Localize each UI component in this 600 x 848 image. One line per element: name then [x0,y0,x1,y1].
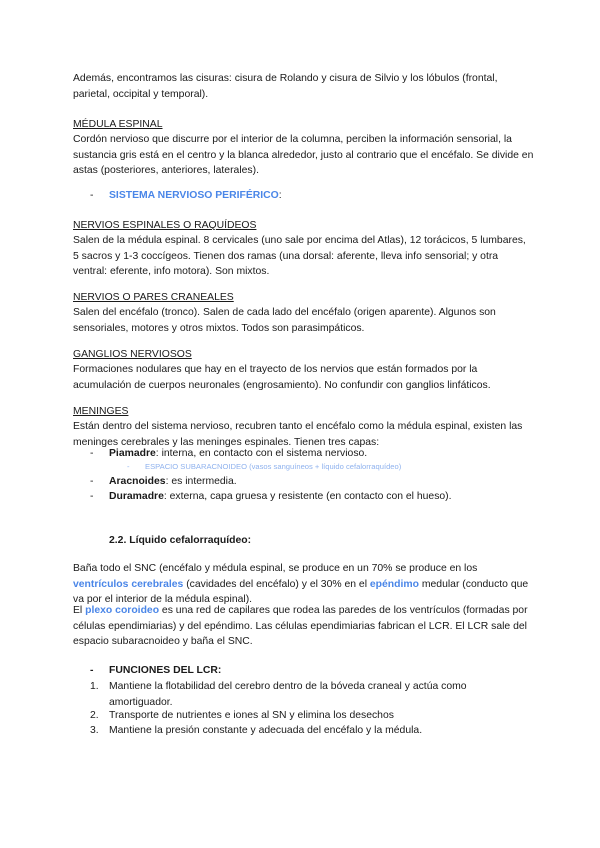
nervios-espinales-heading: NERVIOS ESPINALES O RAQUÍDEOS [73,220,257,231]
lcr-paragraph-2 [73,603,535,650]
lcr-p1-a: Baña todo el SNC (encéfalo y médula espinal, se produce en un 70% se produce en los [73,563,478,574]
duramadre-desc: : externa, capa gruesa y resistente (en contacto con el hueso). [163,491,452,502]
meninges-heading: MENINGES [73,406,129,417]
pares-craneales-heading: NERVIOS O PARES CRANEALES [73,292,234,303]
meninges-item-aracnoides [109,474,569,490]
funcion-number: 1. [90,681,99,692]
funcion-number: 3. [90,725,99,736]
lcr-p2-b: es una red de capilares que rodea las paredes de los ventrículos (formadas por células ependimiarias) y del epéndimo. Las células ependimiarias fabrican el LCR. El LCR sale del espacio subaracnoideo y baña el SNC. [73,605,528,647]
meninges-item-piamadre [109,446,569,462]
lcr-paragraph-1 [73,561,535,608]
funcion-item: Mantiene la presión constante y adecuada del encéfalo y la médula. [109,725,423,736]
meninges-bullet: - [90,491,94,502]
funcion-item: Transporte de nutrientes e iones al SN y elimina los desechos [109,710,394,721]
medula-paragraph: Cordón nervioso que discurre por el interior de la columna, perciben la información sensorial, la sustancia gris está en el centro y la blanca alrededor, justo al contrario que el encéfalo. Se divide en astas (posteriores, anteriores, laterales). [73,134,534,176]
snp-colon: : [278,190,282,201]
plexo-term: plexo coroideo [85,605,160,616]
ependimo-term: epéndimo [369,578,419,590]
lcr-p1-b: (cavidades del encéfalo) y el 30% en el [183,578,370,590]
aracnoides-term: Aracnoides [109,476,166,487]
aracnoides-desc: : es intermedia. [165,476,237,487]
snp-bullet: - [90,190,94,201]
intro-paragraph: Además, encontramos las cisuras: cisura de Rolando y cisura de Silvio y los lóbulos (frontal, parietal, occipital y temporal). [73,73,498,100]
piamadre-term: Piamadre [109,448,156,459]
ganglios-heading: GANGLIOS NERVIOSOS [73,349,192,360]
meninges-item-duramadre [109,489,569,505]
ventriculos-term: ventrículos cerebrales [73,578,184,590]
snp-title: SISTEMA NERVIOSO PERIFÉRICO [109,190,279,201]
meninges-bullet: - [90,448,94,459]
meninges-subitem: ESPACIO SUBARACNOIDEO (vasos sanguíneos + líquido cefalorraquídeo) [145,462,402,471]
meninges-bullet: - [90,476,94,487]
lcr-p1-c: medular (conducto que va por el interior de la médula espinal). [73,578,529,605]
pares-craneales-paragraph: Salen del encéfalo (tronco). Salen de cada lado del encéfalo (origen aparente). Algunos son sensoriales, motores y otros mixtos. Todos son parasimpáticos. [73,307,496,334]
duramadre-term: Duramadre [109,491,164,502]
meninges-subitem-bullet: - [127,462,130,471]
funciones-title: FUNCIONES DEL LCR: [109,665,222,676]
funcion-item: Mantiene la flotabilidad del cerebro dentro de la bóveda craneal y actúa como amortiguador. [109,681,467,708]
lcr-p2-a: El [73,605,86,616]
nervios-espinales-paragraph: Salen de la médula espinal. 8 cervicales (uno sale por encima del Atlas), 12 torácicos, 5 lumbares, 5 sacros y 1-3 coccígeos. Tienen dos ramas (una dorsal: aferente, lleva info sensorial; y otra ventral: eferente, info motora). Son mixtos. [73,235,526,277]
meninges-paragraph: Están dentro del sistema nervioso, recubren tanto el encéfalo como la médula espinal, existen las meninges cerebrales y las meninges espinales. Tienen tres capas: [73,421,523,448]
ganglios-paragraph: Formaciones nodulares que hay en el trayecto de los nervios que están formados por la acumulación de cuerpos neuronales (engrosamiento). No confundir con ganglios linfáticos. [73,364,491,391]
funcion-number: 2. [90,710,99,721]
funciones-bullet: - [90,665,94,676]
medula-heading: MÉDULA ESPINAL [73,119,163,130]
snp-title-line [109,188,569,204]
lcr-heading: 2.2. Líquido cefalorraquídeo: [109,535,252,546]
piamadre-desc: : interna, en contacto con el sistema nervioso. [155,448,368,459]
